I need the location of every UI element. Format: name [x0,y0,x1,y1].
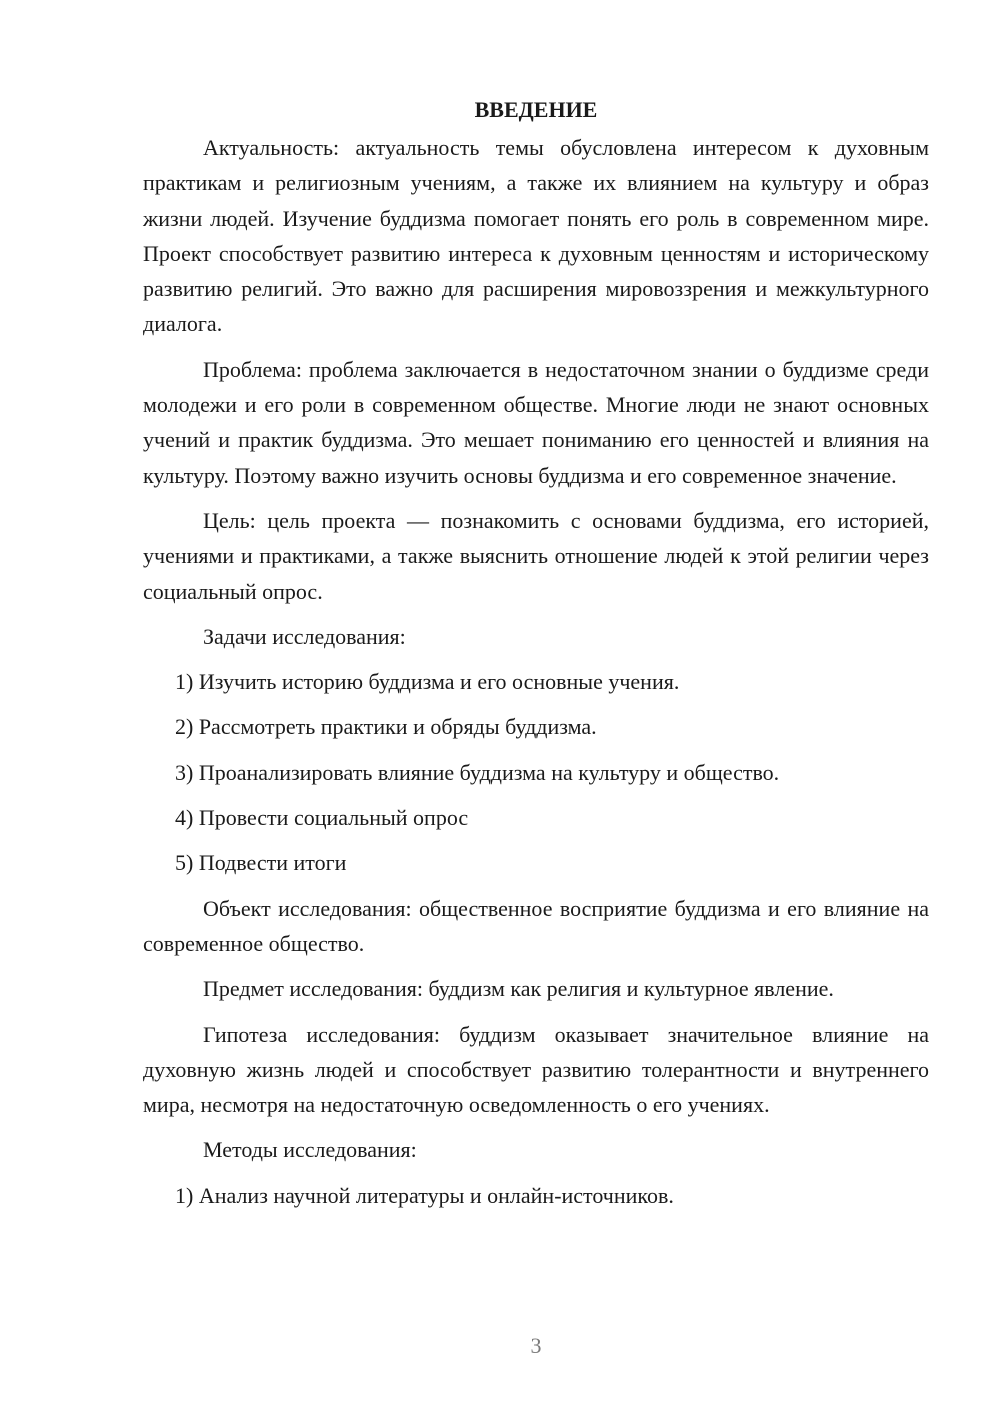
methods-heading: Методы исследования: [203,1137,417,1163]
methods-list [143,1178,929,1213]
task-item: 1) Изучить историю буддизма и его основные учения. [175,669,680,695]
problem-paragraph: Проблема: проблема заключается в недостаточном знании о буддизме среди молодежи и его роли в современном обществе. Многие люди не знают основных учений и практик буддизма. Это мешает пониманию его ценностей и влияния на культуру. Поэтому важно изучить основы буддизма и его современное значение. [143,356,929,488]
method-item: 1) Анализ научной литературы и онлайн-источников. [175,1182,674,1208]
tasks-list [143,664,929,880]
goal-paragraph: Цель: цель проекта — познакомить с основами буддизма, его историей, учениями и практиками, а также выяснить отношение людей к этой религии через социальный опрос. [143,507,929,604]
relevance-paragraph: Актуальность: актуальность темы обусловлена интересом к духовным практикам и религиозным учениям, а также их влиянием на культуру и образ жизни людей. Изучение буддизма помогает понять его роль в современном мире. Проект способствует развитию интереса к духовным ценностям и историческому развитию религий. Это важно для расширения мировоззрения и межкультурного диалога. [143,135,929,337]
document-title: ВВЕДЕНИЕ [474,97,598,122]
page-number: 3 [530,1333,542,1358]
object-paragraph: Объект исследования: общественное восприятие буддизма и его влияние на современное общество. [143,895,929,956]
task-item: 3) Проанализировать влияние буддизма на культуру и общество. [175,759,780,785]
task-item: 4) Провести социальный опрос [175,805,469,831]
subject-paragraph: Предмет исследования: буддизм как религия и культурное явление. [203,976,834,1002]
task-item: 2) Рассмотреть практики и обряды буддизма. [175,714,597,740]
tasks-heading: Задачи исследования: [203,623,406,649]
task-item: 5) Подвести итоги [175,850,347,876]
document-page [143,92,929,1223]
hypothesis-paragraph: Гипотеза исследования: буддизм оказывает значительное влияние на духовную жизнь людей и способствует развитию толерантности и внутреннего мира, несмотря на недостаточную осведомленность о его учениях. [143,1021,929,1118]
